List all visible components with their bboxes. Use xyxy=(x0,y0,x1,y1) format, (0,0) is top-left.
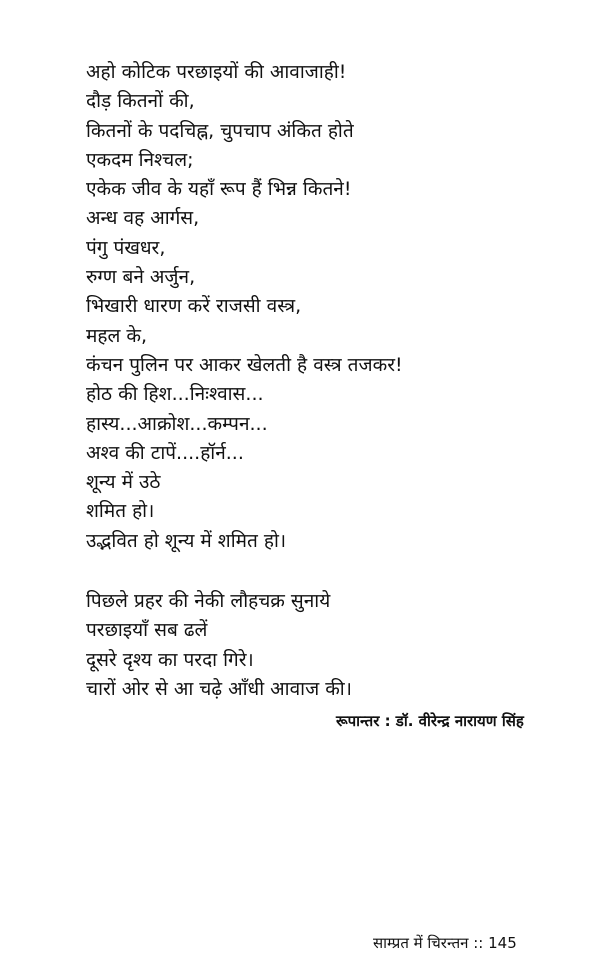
poem-line: दौड़ कितनों की, xyxy=(86,90,195,113)
page-number: 145 xyxy=(488,934,517,952)
poem-line: शून्य में उठे xyxy=(86,471,161,494)
poem-line: परछाइयाँ सब ढलें xyxy=(86,619,208,642)
poem-line: अश्व की टापें....हॉर्न... xyxy=(86,441,244,464)
footer-separator: :: xyxy=(473,934,484,952)
poem-line: शमित हो। xyxy=(86,500,155,523)
page-footer xyxy=(373,933,517,953)
poem-line: पंगु पंखधर, xyxy=(86,236,166,259)
poem-line: रुग्ण बने अर्जुन, xyxy=(86,266,196,289)
poem-line: अहो कोटिक परछाइयों की आवाजाही! xyxy=(86,61,347,83)
poem-line: एकेक जीव के यहाँ रूप हैं भिन्न कितने! xyxy=(86,178,352,201)
poem-line: महल के, xyxy=(86,324,148,347)
poem-line: उद्भवित हो शून्य में शमित हो। xyxy=(86,529,287,552)
poem-line: पिछले प्रहर की नेकी लौहचक्र सुनाये xyxy=(86,590,331,613)
poem-line: अन्ध वह आर्गस, xyxy=(86,207,200,230)
poem-line: भिखारी धारण करें राजसी वस्त्र, xyxy=(86,295,302,318)
poem-line: दूसरे दृश्य का परदा गिरे। xyxy=(86,648,254,671)
poem-line: कंचन पुलिन पर आकर खेलती है वस्त्र तजकर! xyxy=(86,353,403,376)
poem-line: कितनों के पदचिह्न, चुपचाप अंकित होते xyxy=(86,119,354,142)
poem xyxy=(86,58,403,704)
poem-line: एकदम निश्चल; xyxy=(86,148,194,171)
poem-line: होठ की हिश...निःश्वास... xyxy=(86,383,264,406)
translator-credit: रूपान्तर : डॉ. वीरेन्द्र नारायण सिंह xyxy=(336,712,524,730)
poem-line: हास्य...आक्रोश...कम्पन... xyxy=(86,412,268,435)
poem-line: चारों ओर से आ चढ़े आँधी आवाज की। xyxy=(86,677,352,700)
book-title: साम्प्रत में चिरन्तन xyxy=(373,934,469,952)
